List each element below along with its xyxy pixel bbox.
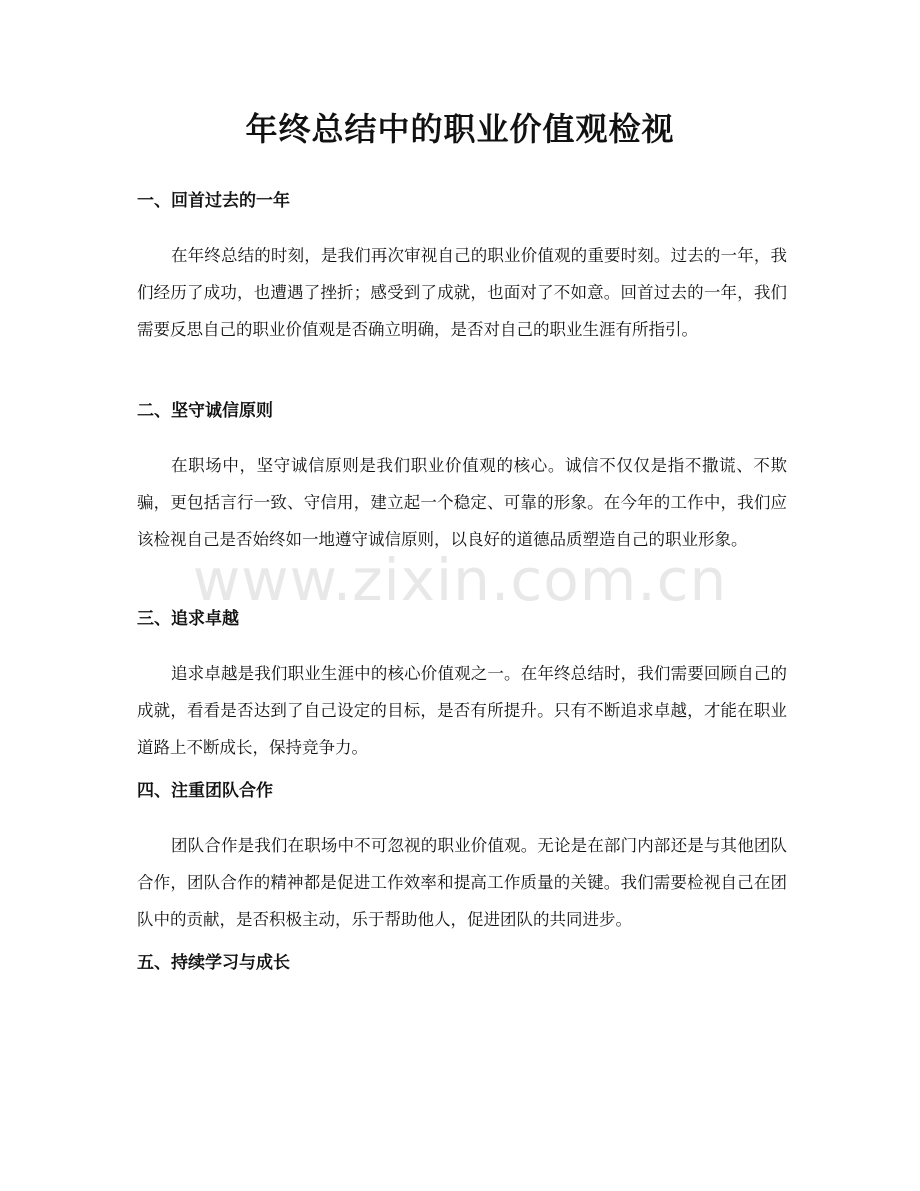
section-heading: 四、注重团队合作 — [137, 781, 273, 801]
section-paragraph: 团队合作是我们在职场中不可忽视的职业价值观。无论是在部门内部还是与其他团队合作，团队合作的精神都是促进工作效率和提高工作质量的关键。我们需要检视自己在团队中的贡献，是否积极主动，乐于帮助他人，促进团队的共同进步。 — [137, 836, 787, 929]
section-integrity — [137, 397, 787, 558]
section-teamwork — [137, 777, 787, 938]
section-heading: 五、持续学习与成长 — [137, 953, 290, 973]
section-paragraph: 在职场中，坚守诚信原则是我们职业价值观的核心。诚信不仅仅是指不撒谎、不欺骗，更包括言行一致、守信用，建立起一个稳定、可靠的形象。在今年的工作中，我们应该检视自己是否始终如一地遵守诚信原则，以良好的道德品质塑造自己的职业形象。 — [137, 456, 787, 549]
section-paragraph: 追求卓越是我们职业生涯中的核心价值观之一。在年终总结时，我们需要回顾自己的成就，看看是否达到了自己设定的目标，是否有所提升。只有不断追求卓越，才能在职业道路上不断成长，保持竞争力。 — [137, 664, 787, 757]
section-heading: 二、坚守诚信原则 — [137, 401, 273, 421]
section-looking-back — [137, 187, 787, 348]
section-heading: 三、追求卓越 — [137, 609, 239, 629]
watermark: www.zixin.com.cn — [192, 546, 728, 614]
section-learning — [137, 949, 787, 977]
section-heading: 一、回首过去的一年 — [137, 191, 290, 211]
section-excellence — [137, 605, 787, 766]
document-title: 年终总结中的职业价值观检视 — [245, 110, 675, 148]
section-paragraph: 在年终总结的时刻，是我们再次审视自己的职业价值观的重要时刻。过去的一年，我们经历了成功，也遭遇了挫折；感受到了成就，也面对了不如意。回首过去的一年，我们需要反思自己的职业价值观是否确立明确，是否对自己的职业生涯有所指引。 — [137, 246, 787, 339]
